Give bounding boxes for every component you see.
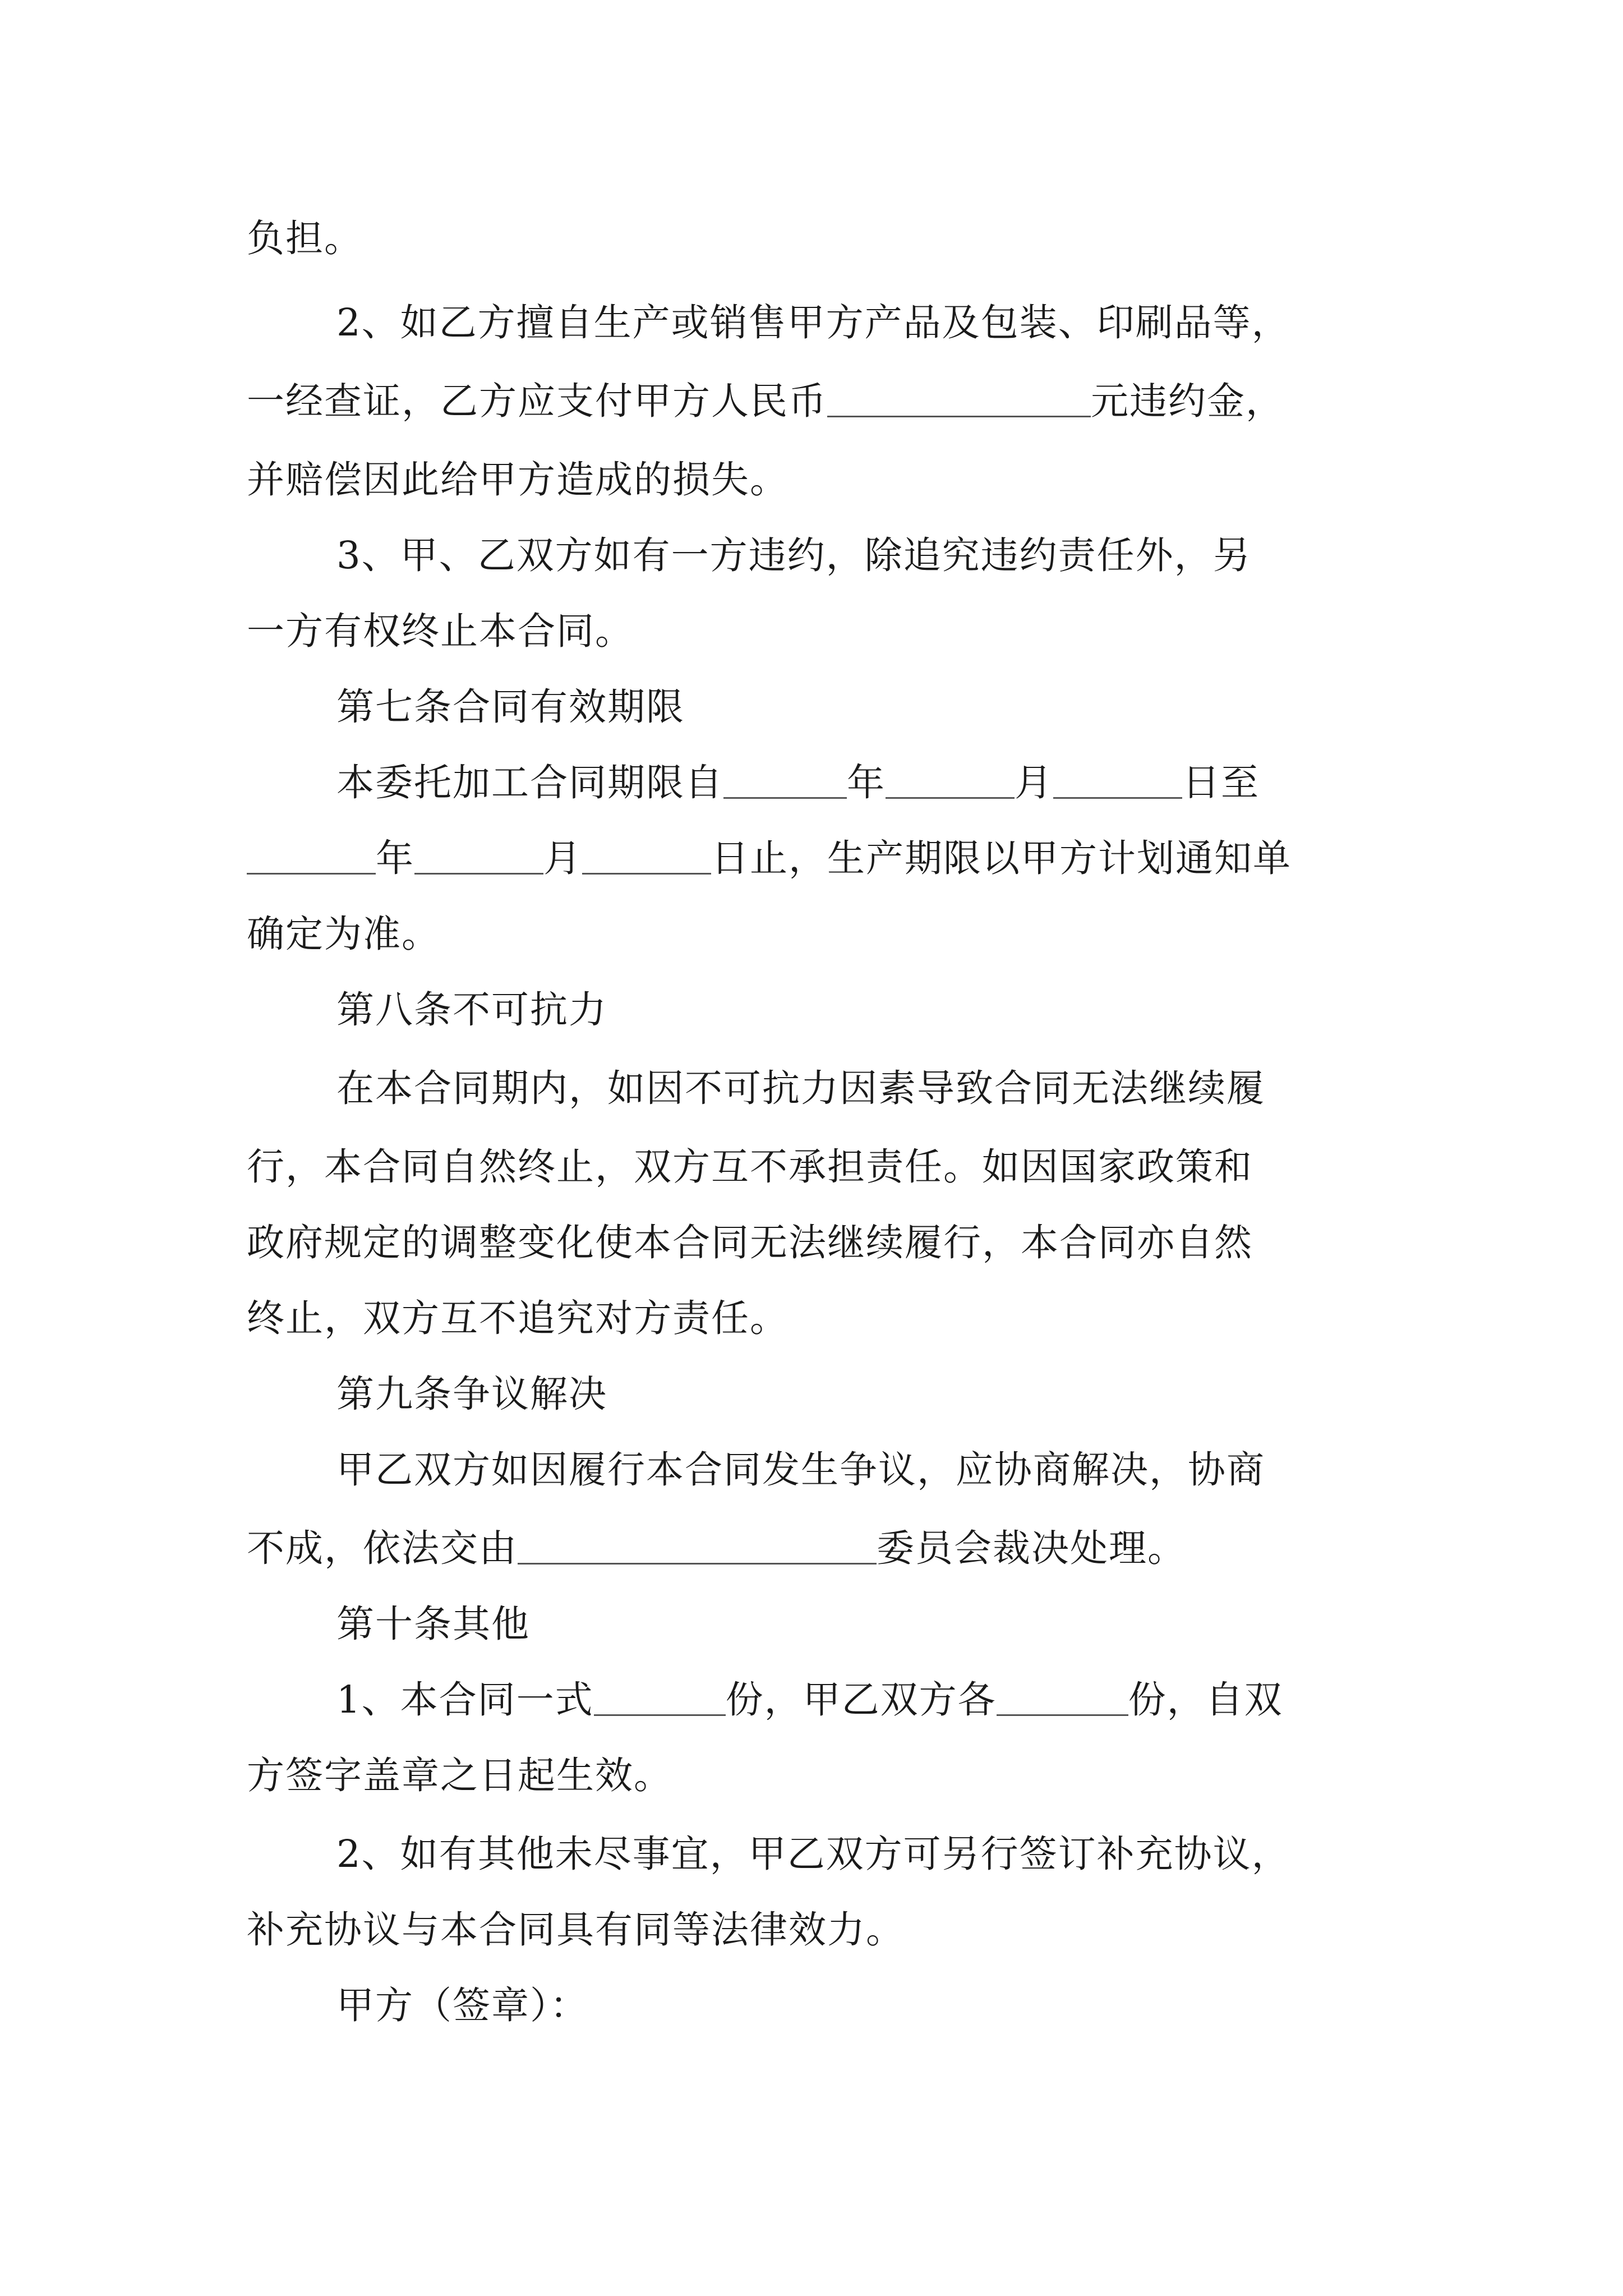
text-span: 方签字盖章之日起生效。: [247, 1754, 672, 1797]
fill-in-blank: [1053, 763, 1182, 799]
text-span: 第七条合同有效期限: [336, 685, 685, 729]
fill-in-blank: [518, 1529, 877, 1565]
text-line: [336, 524, 1402, 586]
text-span: 日止，生产期限以甲方计划通知单: [711, 836, 1292, 880]
text-span: 第十条其他: [336, 1602, 530, 1646]
text-span: 月: [543, 836, 582, 880]
text-line: [247, 370, 1402, 432]
text-span: 1、本合同一式: [336, 1678, 594, 1722]
signature-label: [336, 1975, 1402, 2036]
text-line: [247, 1136, 1402, 1198]
text-span: 元违约金，: [1091, 379, 1284, 423]
text-span: 甲方（签章）：: [336, 1984, 589, 2027]
text-span: 一经查证，乙方应支付甲方人民币: [247, 379, 827, 423]
fill-in-blank: [997, 1681, 1128, 1716]
text-span: 确定为准。: [247, 912, 440, 956]
text-span: 在本合同期内，如因不可抗力因素导致合同无法继续履: [336, 1066, 1265, 1110]
text-span: 终止，双方互不追究对方责任。: [247, 1296, 789, 1340]
text-line: [336, 292, 1402, 353]
text-span: 3、甲、乙双方如有一方违约，除追究违约责任外，另: [336, 533, 1252, 577]
text-line: [247, 600, 1402, 662]
fill-in-blank: [582, 839, 711, 875]
text-span: 年: [847, 761, 886, 804]
text-span: 一方有权终止本合同。: [247, 609, 634, 653]
fill-in-blank: [414, 839, 543, 875]
text-span: 委员会裁决处理。: [877, 1526, 1186, 1570]
text-line: [336, 1439, 1402, 1501]
text-span: 第九条争议解决: [336, 1372, 607, 1416]
text-span: 2、如乙方擅自生产或销售甲方产品及包装、印刷品等，: [336, 301, 1290, 344]
text-span: 政府规定的调整变化使本合同无法继续履行，本合同亦自然: [247, 1221, 1253, 1264]
text-span: 份，自双: [1128, 1678, 1283, 1722]
fill-in-blank: [827, 382, 1091, 417]
text-line: [336, 752, 1402, 813]
fill-in-blank: [247, 839, 376, 875]
fill-in-blank: [886, 763, 1015, 799]
text-line: [247, 827, 1402, 889]
text-line: [247, 1899, 1402, 1961]
fill-in-blank: [723, 763, 847, 799]
text-span: 负担。: [247, 217, 363, 260]
text-span: 第八条不可抗力: [336, 988, 607, 1032]
text-span: 份，甲乙双方各: [725, 1678, 997, 1722]
section-heading: [336, 1593, 1402, 1655]
text-line: [247, 1287, 1402, 1349]
fill-in-blank: [594, 1681, 726, 1716]
text-line: [247, 449, 1402, 510]
section-heading: [336, 1363, 1402, 1425]
text-span: 年: [376, 836, 414, 880]
text-span: 行，本合同自然终止，双方互不承担责任。如因国家政策和: [247, 1145, 1253, 1189]
text-span: 日至: [1182, 761, 1260, 804]
section-heading: [336, 676, 1402, 738]
text-line: [247, 903, 1402, 965]
text-line: [336, 1057, 1402, 1119]
text-line: [336, 1669, 1402, 1731]
text-span: 不成，依法交由: [247, 1526, 518, 1570]
text-line: [247, 1212, 1402, 1273]
text-span: 并赔偿因此给甲方造成的损失。: [247, 458, 789, 501]
text-line: [247, 208, 1402, 269]
section-heading: [336, 979, 1402, 1041]
text-span: 本委托加工合同期限自: [336, 761, 723, 804]
text-span: 月: [1015, 761, 1053, 804]
text-line: [336, 1823, 1402, 1885]
text-span: 补充协议与本合同具有同等法律效力。: [247, 1908, 905, 1952]
text-span: 2、如有其他未尽事宜，甲乙双方可另行签订补充协议，: [336, 1832, 1290, 1876]
text-span: 甲乙双方如因履行本合同发生争议，应协商解决，协商: [336, 1448, 1265, 1492]
text-line: [247, 1517, 1402, 1579]
text-line: [247, 1745, 1402, 1806]
